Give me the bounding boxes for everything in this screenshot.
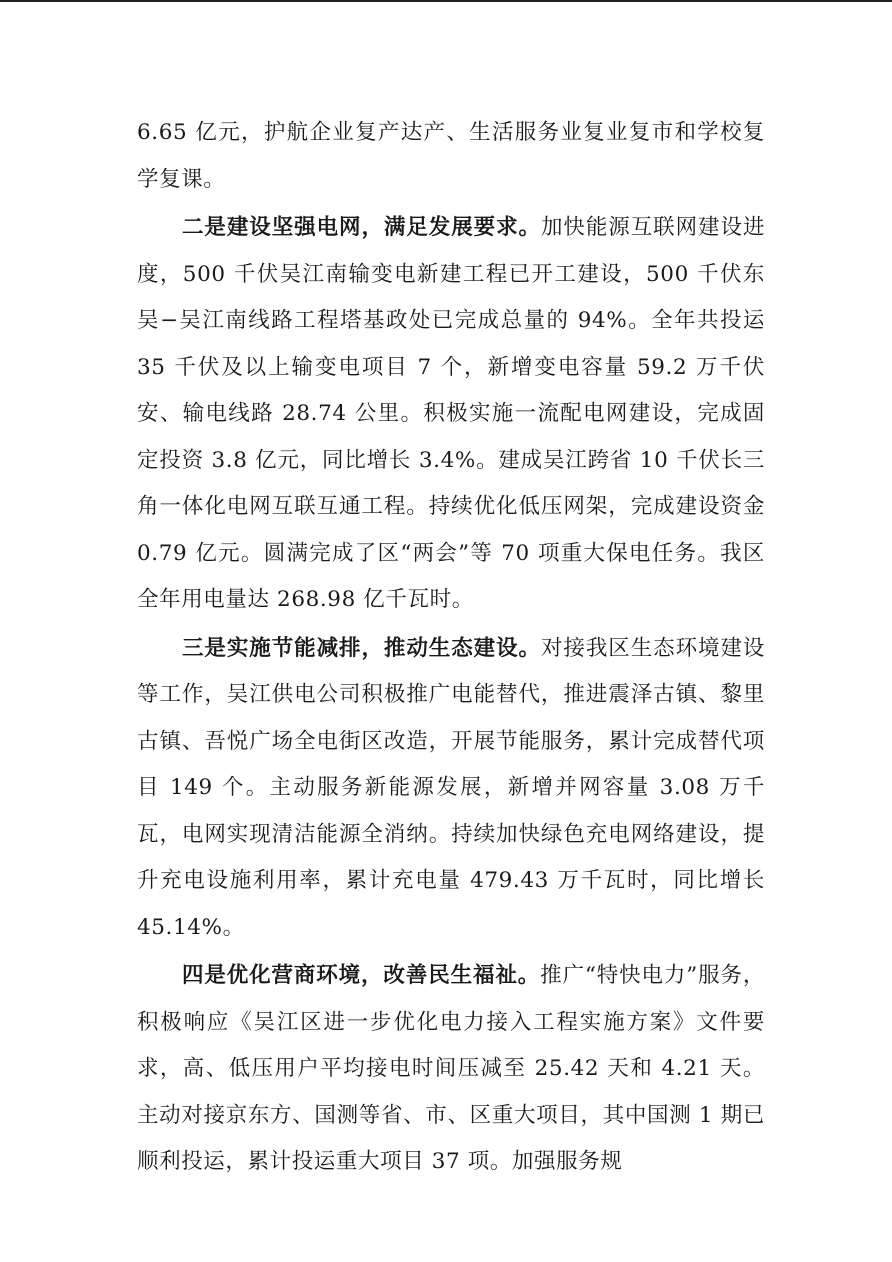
paragraph-power-grid (137, 205, 765, 624)
document-page (137, 110, 765, 1186)
paragraph-text: 对接我区生态环境建设等工作，吴江供电公司积极推广电能替代，推进震泽古镇、黎里古镇、吾悦广场全电街区改造，开展节能服务，累计完成替代项目 149 个。主动服务新能源发展，新增并网容量 3.08 万千瓦，电网实现清洁能源全消纳。持续加快绿色充电网络建设，提升充电设施利用率，累计充电量 479.43 万千瓦时，同比增长 45.14%。 (137, 635, 765, 940)
paragraph-text: 推广“特快电力”服务，积极响应《吴江区进一步优化电力接入工程实施方案》文件要求，高、低压用户平均接电时间压减至 25.42 天和 4.21 天。主动对接京东方、国测等省、市、区重大项目，其中国测 1 期已顺利投运，累计投运重大项目 37 项。加强服务规 (137, 963, 765, 1174)
paragraph-continuation (137, 110, 765, 203)
paragraph-heading: 二是建设坚强电网，满足发展要求。 (182, 215, 541, 240)
paragraph-text: 加快能源互联网建设进度，500 千伏吴江南输变电新建工程已开工建设，500 千伏东吴−吴江南线路工程塔基政处已完成总量的 94%。全年共投运 35 千伏及以上输变电项目 7 个，新增变电容量 59.2 万千伏安、输电线路 28.74 公里。积极实施一流配电网建设，完成固定投资 3.8 亿元，同比增长 3.4%。建成吴江跨省 10 千伏长三角一体化电网互联互通工程。持续优化低压网架，完成建设资金 0.79 亿元。圆满完成了区“两会”等 70 项重大保电任务。我区全年用电量达 268.98 亿千瓦时。 (137, 215, 765, 612)
page-top-border (0, 0, 892, 2)
paragraph-text: 6.65 亿元，护航企业复产达产、生活服务业复业复市和学校复学复课。 (137, 120, 765, 192)
paragraph-heading: 三是实施节能减排，推动生态建设。 (182, 635, 541, 661)
paragraph-business-environment (137, 953, 765, 1186)
paragraph-heading: 四是优化营商环境，改善民生福祉。 (182, 963, 541, 988)
paragraph-energy-saving (137, 626, 765, 952)
